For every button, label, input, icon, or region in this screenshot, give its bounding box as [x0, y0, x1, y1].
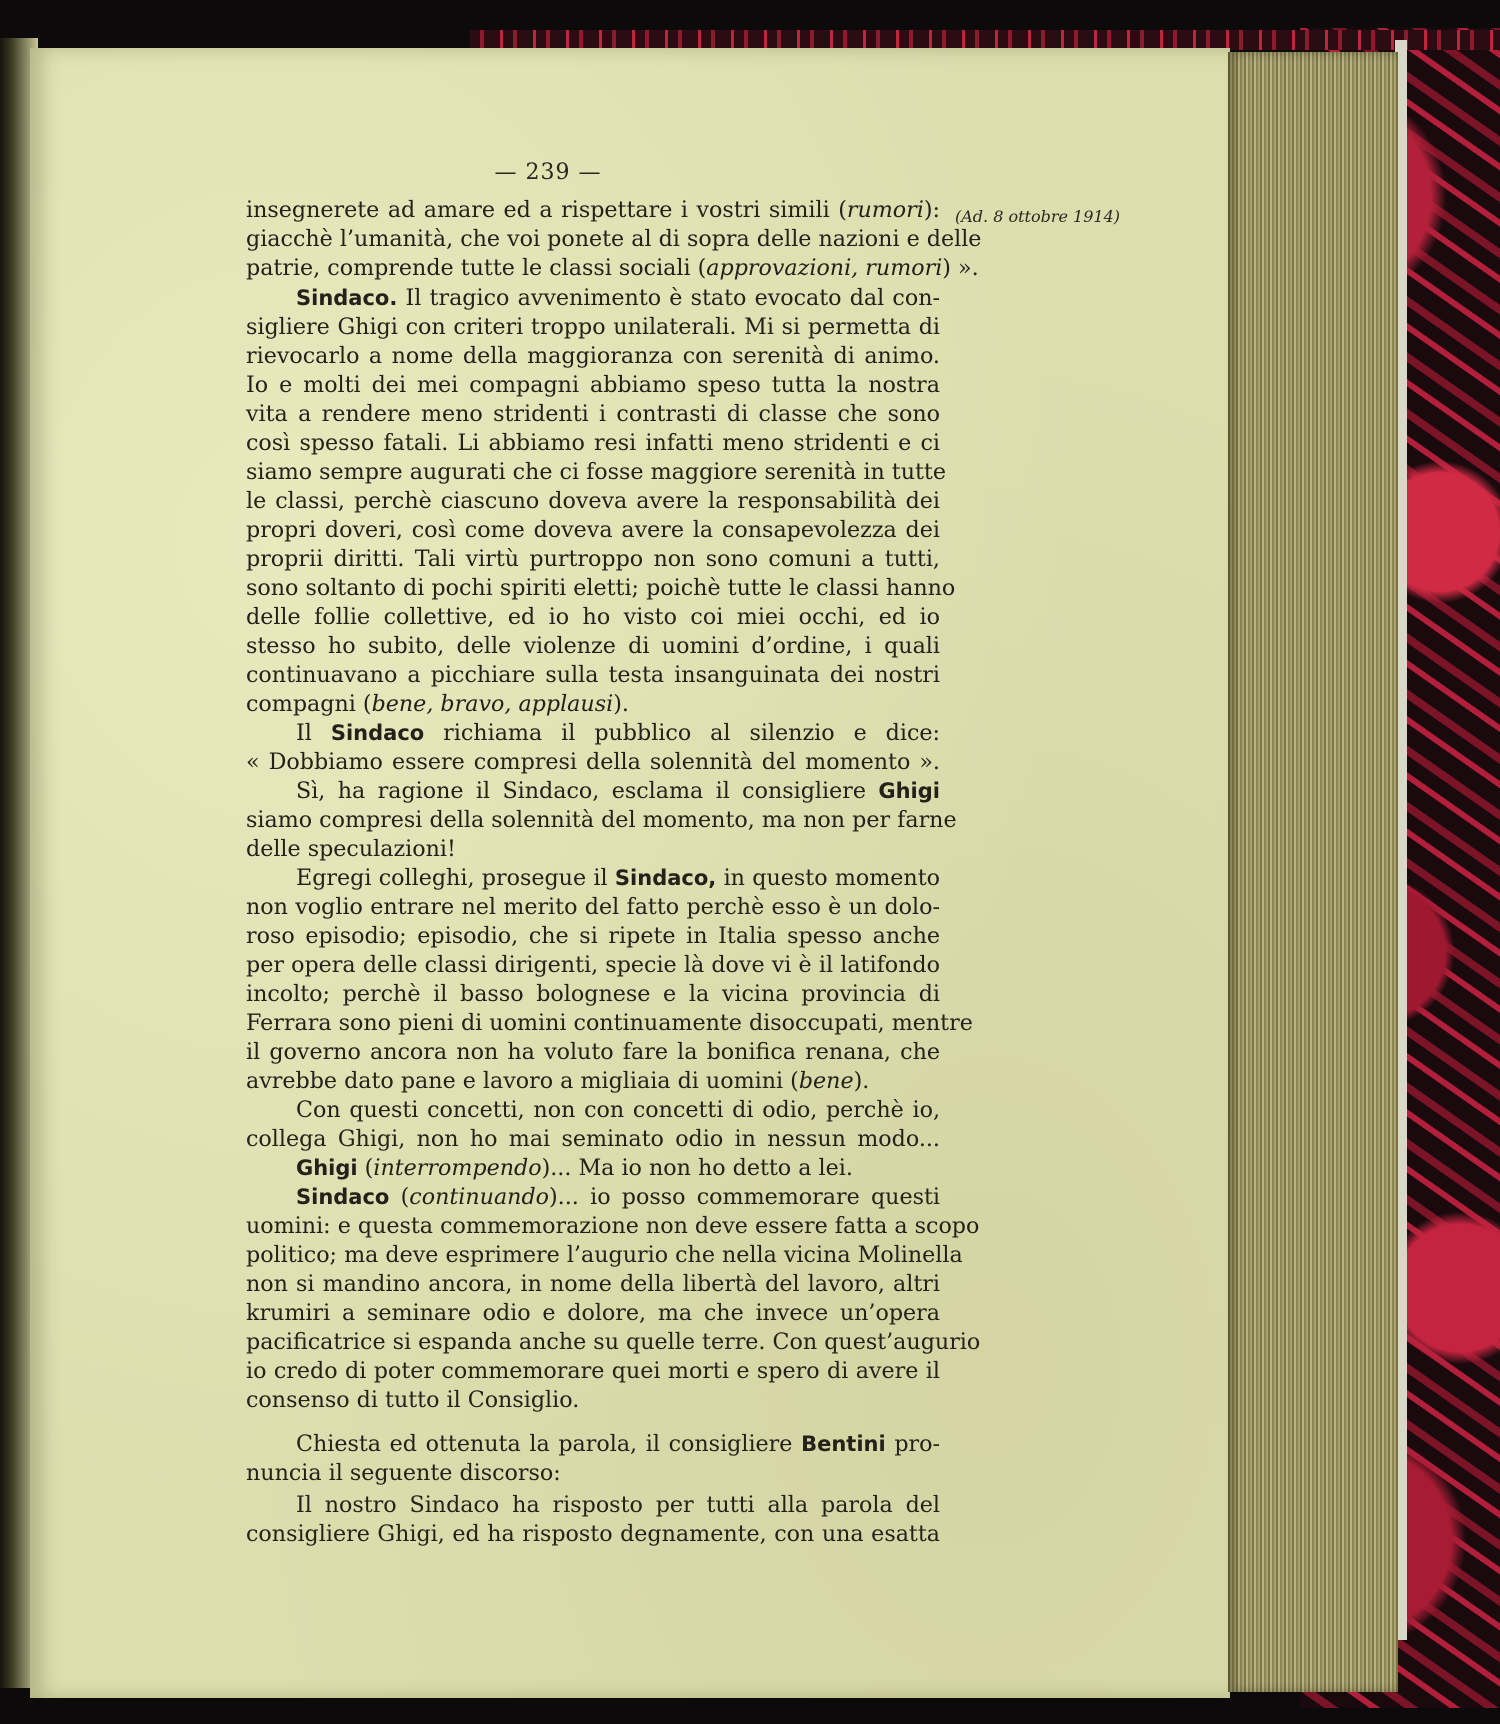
text-run: continuavano a picchiare sulla testa insanguinata dei nostri — [246, 662, 940, 688]
text-run: incolto; perchè il basso bolognese e la vicina provincia di — [246, 981, 940, 1007]
text-line — [246, 923, 940, 949]
text-run: consigliere Ghigi, ed ha risposto degnamente, con una esatta — [246, 1521, 940, 1547]
text-line — [296, 778, 940, 804]
text-run: siamo sempre augurati che ci fosse maggiore serenità in tutte — [246, 459, 946, 485]
text-line — [246, 314, 940, 340]
text-line — [246, 401, 940, 427]
text-line — [246, 517, 940, 543]
text-run: sono soltanto di pochi spiriti eletti; poichè tutte le classi hanno — [246, 575, 956, 601]
speaker-name: Sindaco — [330, 721, 425, 745]
text-run: non si mandino ancora, in nome della libertà del lavoro, altri — [246, 1271, 940, 1297]
text-line — [246, 197, 940, 223]
text-run: proprii diritti. Tali virtù purtroppo non sono comuni a tutti, — [246, 546, 940, 572]
stage-direction: interrompendo — [373, 1155, 542, 1181]
text-line — [296, 865, 940, 891]
text-run: Ferrara sono pieni di uomini continuamente disoccupati, mentre — [246, 1010, 973, 1036]
text-run: insegnerete ad amare ed a rispettare i vostri simili ( — [246, 197, 847, 223]
text-run: richiama il pubblico al silenzio e dice: — [424, 720, 941, 746]
text-run: Egregi colleghi, prosegue il — [296, 865, 615, 891]
book-cover-top-edge — [470, 30, 1500, 50]
text-line — [246, 1242, 963, 1268]
text-run: io credo di poter commemorare quei morti e spero di avere il — [246, 1358, 940, 1384]
text-run: pacificatrice si espanda anche su quelle terre. Con quest’augurio — [246, 1329, 981, 1355]
text-run: sigliere Ghigi con criteri troppo unilaterali. Mi si permetta di — [246, 314, 940, 340]
text-line — [246, 1010, 973, 1036]
text-run: ). — [853, 1068, 870, 1094]
text-run: Sì, ha ragione il Sindaco, esclama il consigliere — [296, 778, 879, 804]
text-run: uomini: e questa commemorazione non deve essere fatta a scopo — [246, 1213, 980, 1239]
page-edges — [1228, 52, 1398, 1692]
stage-direction: bene, bravo, applausi — [371, 691, 614, 717]
text-run: ( — [389, 1184, 410, 1210]
stage-direction: approvazioni, rumori — [706, 255, 943, 281]
text-line — [246, 981, 940, 1007]
text-run: rievocarlo a nome della maggioranza con serenità di animo. — [246, 343, 940, 369]
text-line — [246, 430, 940, 456]
text-run: Il nostro Sindaco ha risposto per tutti alla parola del — [296, 1492, 940, 1518]
text-run: politico; ma deve esprimere l’augurio che nella vicina Molinella — [246, 1242, 963, 1268]
speaker-name: Bentini — [801, 1432, 886, 1456]
text-run: patrie, comprende tutte le classi sociali ( — [246, 255, 707, 281]
text-line — [246, 1521, 940, 1547]
text-line — [246, 633, 940, 659]
text-run: in questo momento — [716, 865, 940, 891]
stage-direction: rumori — [846, 197, 924, 223]
text-line — [246, 488, 940, 514]
text-line — [246, 255, 979, 281]
text-run: nuncia il seguente discorso: — [246, 1460, 561, 1486]
text-run: roso episodio; episodio, che si ripete in Italia spesso anche — [246, 923, 940, 949]
text-line — [246, 1329, 981, 1355]
speaker-name: Sindaco, — [614, 866, 717, 890]
text-run: avrebbe dato pane e lavoro a migliaia di uomini ( — [246, 1068, 799, 1094]
text-line — [246, 691, 940, 717]
stage-direction: continuando — [409, 1184, 550, 1210]
text-line — [246, 1300, 940, 1326]
text-run: consenso di tutto il Consiglio. — [246, 1387, 580, 1413]
text-run: propri doveri, così come doveva avere la consapevolezza dei — [246, 517, 940, 543]
text-line — [246, 546, 940, 572]
speaker-name: Sindaco. — [296, 286, 398, 310]
text-line — [246, 662, 940, 688]
text-line — [246, 459, 946, 485]
text-run: ). — [613, 691, 629, 717]
stage-direction: bene — [798, 1068, 854, 1094]
text-run: )... Ma io non ho detto a lei. — [541, 1155, 853, 1181]
text-line — [296, 1155, 940, 1181]
text-run: « Dobbiamo essere compresi della solennità del momento ». — [246, 749, 940, 775]
text-run: )... io posso commemorare questi — [549, 1184, 940, 1210]
text-line — [296, 720, 940, 746]
text-run: Il — [296, 720, 331, 746]
text-line — [246, 343, 940, 369]
text-run: compagni ( — [246, 691, 372, 717]
text-run: Con questi concetti, non con concetti di odio, perchè io, — [296, 1097, 940, 1123]
text-line — [296, 1492, 940, 1518]
speaker-name: Ghigi — [878, 779, 940, 803]
text-run: vita a rendere meno stridenti i contrasti di classe che sono — [246, 401, 940, 427]
text-line — [246, 1126, 940, 1152]
text-run: così spesso fatali. Li abbiamo resi infatti meno stridenti e ci — [246, 430, 940, 456]
text-run: il governo ancora non ha voluto fare la bonifica renana, che — [246, 1039, 940, 1065]
text-run: Chiesta ed ottenuta la parola, il consigliere — [296, 1431, 802, 1457]
text-run: Io e molti dei mei compagni abbiamo speso tutta la nostra — [246, 372, 940, 398]
text-run: siamo compresi della solennità del momento, ma non per farne — [246, 807, 957, 833]
text-run: ( — [357, 1155, 374, 1181]
text-run: delle follie collettive, ed io ho visto coi miei occhi, ed io — [246, 604, 940, 630]
text-run: le classi, perchè ciascuno doveva avere la responsabilità dei — [246, 488, 940, 514]
text-line — [246, 226, 982, 252]
text-line — [246, 894, 940, 920]
text-line — [296, 1097, 940, 1123]
text-line — [246, 1068, 940, 1094]
text-run: ) ». — [942, 255, 979, 281]
speaker-name: Sindaco — [296, 1185, 390, 1209]
text-run: pro- — [885, 1431, 940, 1457]
text-line — [296, 285, 940, 311]
text-line — [246, 1460, 940, 1486]
text-line — [246, 575, 956, 601]
text-line — [246, 836, 940, 862]
text-run: giacchè l’umanità, che voi ponete al di sopra delle nazioni e delle — [246, 226, 982, 252]
text-line — [246, 1039, 940, 1065]
text-line — [246, 1213, 980, 1239]
text-line — [246, 1358, 940, 1384]
text-line — [296, 1184, 940, 1210]
text-line — [296, 1431, 940, 1457]
text-line — [246, 372, 940, 398]
speaker-name: Ghigi — [296, 1156, 358, 1180]
text-run: ): — [923, 197, 940, 223]
marginal-date-note: (Ad. 8 ottobre 1914) — [955, 207, 1121, 226]
text-run: delle speculazioni! — [246, 836, 456, 862]
text-run: Il tragico avvenimento è stato evocato dal con- — [397, 285, 940, 311]
text-run: non voglio entrare nel merito del fatto perchè esso è un dolo- — [246, 894, 940, 920]
page-number: — 239 — — [494, 160, 602, 185]
text-run: collega Ghigi, non ho mai seminato odio in nessun modo... — [246, 1126, 940, 1152]
text-line — [246, 604, 940, 630]
text-line — [246, 749, 940, 775]
text-line — [246, 1387, 940, 1413]
text-line — [246, 1271, 940, 1297]
text-line — [246, 952, 940, 978]
text-line — [246, 807, 957, 833]
text-run: krumiri a seminare odio e dolore, ma che invece un’opera — [246, 1300, 940, 1326]
text-run: stesso ho subito, delle violenze di uomini d’ordine, i quali — [246, 633, 940, 659]
text-run: per opera delle classi dirigenti, specie là dove vi è il latifondo — [246, 952, 940, 978]
